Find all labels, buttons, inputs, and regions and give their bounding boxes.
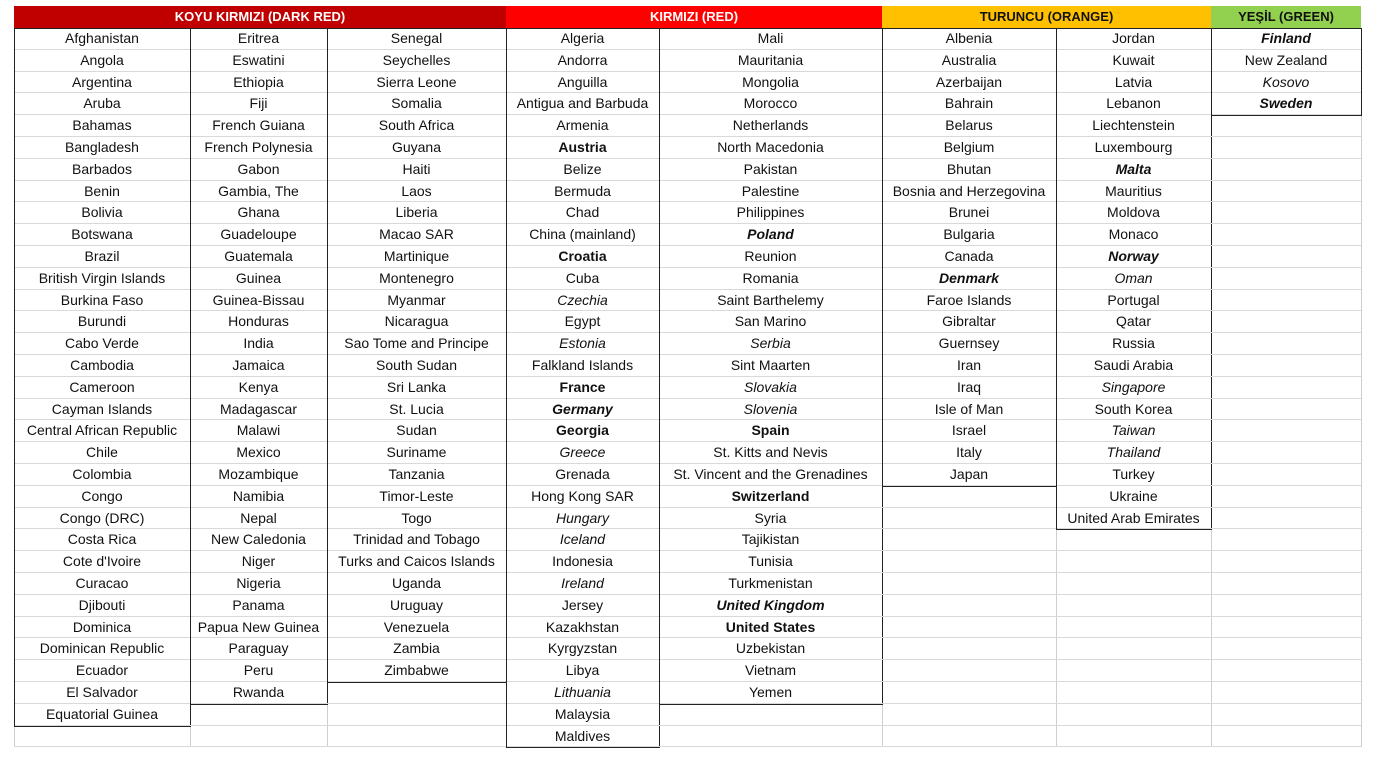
country-cell[interactable]: Afghanistan <box>14 28 190 50</box>
country-cell[interactable]: Namibia <box>190 486 327 508</box>
empty-cell[interactable] <box>1056 638 1211 660</box>
country-cell[interactable]: Russia <box>1056 333 1211 355</box>
country-cell[interactable]: Sint Maarten <box>659 355 882 377</box>
country-cell[interactable]: Brunei <box>882 202 1056 224</box>
empty-cell[interactable] <box>1211 551 1361 573</box>
country-cell[interactable]: Finland <box>1211 28 1361 50</box>
empty-cell[interactable] <box>1211 595 1361 617</box>
country-cell[interactable]: Azerbaijan <box>882 72 1056 94</box>
country-cell[interactable]: Angola <box>14 50 190 72</box>
country-cell[interactable]: Reunion <box>659 246 882 268</box>
empty-cell[interactable] <box>1211 224 1361 246</box>
country-cell[interactable]: Bosnia and Herzegovina <box>882 181 1056 203</box>
country-cell[interactable]: Hong Kong SAR <box>506 486 659 508</box>
empty-cell[interactable] <box>659 704 882 726</box>
country-cell[interactable]: San Marino <box>659 311 882 333</box>
country-cell[interactable]: Portugal <box>1056 290 1211 312</box>
country-cell[interactable]: Israel <box>882 420 1056 442</box>
empty-cell[interactable] <box>1056 726 1211 748</box>
country-cell[interactable]: Mali <box>659 28 882 50</box>
country-cell[interactable]: Slovakia <box>659 377 882 399</box>
col-dark-red-3 <box>327 28 506 747</box>
country-cell[interactable]: Somalia <box>327 93 506 115</box>
empty-cell[interactable] <box>1211 246 1361 268</box>
country-cell[interactable]: Ghana <box>190 202 327 224</box>
country-cell[interactable]: South Sudan <box>327 355 506 377</box>
country-cell[interactable]: Jamaica <box>190 355 327 377</box>
header-dark-red: KOYU KIRMIZI (DARK RED) <box>14 6 506 28</box>
country-cell[interactable]: South Korea <box>1056 399 1211 421</box>
country-cell[interactable]: Maldives <box>506 726 659 748</box>
country-cell[interactable]: Switzerland <box>659 486 882 508</box>
country-cell[interactable]: Eritrea <box>190 28 327 50</box>
country-cell[interactable]: Botswana <box>14 224 190 246</box>
empty-cell[interactable] <box>1211 617 1361 639</box>
country-cell[interactable]: Croatia <box>506 246 659 268</box>
country-cell[interactable]: Faroe Islands <box>882 290 1056 312</box>
country-cell[interactable]: Moldova <box>1056 202 1211 224</box>
country-cell[interactable]: Oman <box>1056 268 1211 290</box>
empty-cell[interactable] <box>190 726 327 748</box>
empty-cell[interactable] <box>882 638 1056 660</box>
empty-cell[interactable] <box>1211 682 1361 704</box>
country-cell[interactable]: Benin <box>14 181 190 203</box>
country-cell[interactable]: Qatar <box>1056 311 1211 333</box>
country-cell[interactable]: New Zealand <box>1211 50 1361 72</box>
col-orange-2 <box>1056 28 1211 747</box>
empty-cell[interactable] <box>882 726 1056 748</box>
empty-cell[interactable] <box>1211 573 1361 595</box>
country-cell[interactable]: Pakistan <box>659 159 882 181</box>
empty-cell[interactable] <box>882 617 1056 639</box>
grid-line <box>1361 28 1362 747</box>
country-cell[interactable]: Gibraltar <box>882 311 1056 333</box>
empty-cell[interactable] <box>1211 420 1361 442</box>
empty-cell[interactable] <box>1211 486 1361 508</box>
country-cell[interactable]: Albenia <box>882 28 1056 50</box>
country-cell[interactable]: New Caledonia <box>190 529 327 551</box>
country-cell[interactable]: Sweden <box>1211 93 1361 115</box>
country-cell[interactable]: Sudan <box>327 420 506 442</box>
country-cell[interactable]: Rwanda <box>190 682 327 704</box>
country-cell[interactable]: Liechtenstein <box>1056 115 1211 137</box>
country-cell[interactable]: Bahamas <box>14 115 190 137</box>
country-cell[interactable]: Falkland Islands <box>506 355 659 377</box>
country-cell[interactable]: Costa Rica <box>14 529 190 551</box>
country-cell[interactable]: Iraq <box>882 377 1056 399</box>
country-cell[interactable]: Malta <box>1056 159 1211 181</box>
country-cell[interactable]: Gabon <box>190 159 327 181</box>
country-cell[interactable]: Serbia <box>659 333 882 355</box>
country-cell[interactable]: Uganda <box>327 573 506 595</box>
country-cell[interactable]: Japan <box>882 464 1056 486</box>
country-cell[interactable]: Austria <box>506 137 659 159</box>
country-cell[interactable]: Kuwait <box>1056 50 1211 72</box>
empty-cell[interactable] <box>1211 355 1361 377</box>
header-orange: TURUNCU (ORANGE) <box>882 6 1211 28</box>
country-cell[interactable]: Egypt <box>506 311 659 333</box>
country-cell[interactable]: Palestine <box>659 181 882 203</box>
country-cell[interactable]: Ecuador <box>14 660 190 682</box>
empty-cell[interactable] <box>882 682 1056 704</box>
country-cell[interactable]: Cambodia <box>14 355 190 377</box>
country-cell[interactable]: Mauritania <box>659 50 882 72</box>
empty-cell[interactable] <box>1211 290 1361 312</box>
empty-cell[interactable] <box>1211 311 1361 333</box>
empty-cell[interactable] <box>882 704 1056 726</box>
country-cell[interactable]: Equatorial Guinea <box>14 704 190 726</box>
country-cell[interactable]: Burundi <box>14 311 190 333</box>
country-cell[interactable]: Argentina <box>14 72 190 94</box>
country-cell[interactable]: Tunisia <box>659 551 882 573</box>
country-cell[interactable]: Aruba <box>14 93 190 115</box>
header-green: YEŞİL (GREEN) <box>1211 6 1361 28</box>
country-cell[interactable]: Barbados <box>14 159 190 181</box>
country-cell[interactable]: North Macedonia <box>659 137 882 159</box>
empty-cell[interactable] <box>882 529 1056 551</box>
country-cell[interactable]: Kosovo <box>1211 72 1361 94</box>
country-cell[interactable]: Ukraine <box>1056 486 1211 508</box>
country-cell[interactable]: Bhutan <box>882 159 1056 181</box>
country-cell[interactable]: Vietnam <box>659 660 882 682</box>
empty-cell[interactable] <box>1211 660 1361 682</box>
country-cell[interactable]: Honduras <box>190 311 327 333</box>
country-cell[interactable]: Mozambique <box>190 464 327 486</box>
country-cell[interactable]: Peru <box>190 660 327 682</box>
country-cell[interactable]: Bangladesh <box>14 137 190 159</box>
empty-cell[interactable] <box>1056 529 1211 551</box>
empty-cell[interactable] <box>1211 115 1361 137</box>
country-cell[interactable]: Turkmenistan <box>659 573 882 595</box>
country-cell[interactable]: Mexico <box>190 442 327 464</box>
country-cell[interactable]: Luxembourg <box>1056 137 1211 159</box>
country-cell[interactable]: Latvia <box>1056 72 1211 94</box>
empty-cell[interactable] <box>1211 529 1361 551</box>
country-cell[interactable]: Guinea-Bissau <box>190 290 327 312</box>
country-cell[interactable]: Greece <box>506 442 659 464</box>
country-cell[interactable]: Guernsey <box>882 333 1056 355</box>
country-cell[interactable]: Nicaragua <box>327 311 506 333</box>
country-cell[interactable]: Colombia <box>14 464 190 486</box>
country-cell[interactable]: Belize <box>506 159 659 181</box>
country-cell[interactable]: Zambia <box>327 638 506 660</box>
empty-cell[interactable] <box>1211 333 1361 355</box>
empty-cell[interactable] <box>1211 704 1361 726</box>
country-cell[interactable]: Morocco <box>659 93 882 115</box>
country-cell[interactable]: Anguilla <box>506 72 659 94</box>
country-cell[interactable]: Cabo Verde <box>14 333 190 355</box>
country-cell[interactable]: France <box>506 377 659 399</box>
country-cell[interactable]: Denmark <box>882 268 1056 290</box>
country-cell[interactable]: Tajikistan <box>659 529 882 551</box>
country-cell[interactable]: Lithuania <box>506 682 659 704</box>
country-cell[interactable]: Sierra Leone <box>327 72 506 94</box>
country-cell[interactable]: China (mainland) <box>506 224 659 246</box>
empty-cell[interactable] <box>327 704 506 726</box>
country-cell[interactable]: Malaysia <box>506 704 659 726</box>
country-color-table <box>14 6 1361 747</box>
country-cell[interactable]: Australia <box>882 50 1056 72</box>
col-dark-red-1 <box>14 28 190 747</box>
country-cell[interactable]: Myanmar <box>327 290 506 312</box>
empty-cell[interactable] <box>1211 399 1361 421</box>
country-cell[interactable]: United Arab Emirates <box>1056 508 1211 530</box>
empty-cell[interactable] <box>1211 464 1361 486</box>
country-cell[interactable]: Nigeria <box>190 573 327 595</box>
country-cell[interactable]: Togo <box>327 508 506 530</box>
empty-cell[interactable] <box>882 595 1056 617</box>
country-cell[interactable]: Senegal <box>327 28 506 50</box>
empty-cell[interactable] <box>882 660 1056 682</box>
country-cell[interactable]: United Kingdom <box>659 595 882 617</box>
country-cell[interactable]: French Polynesia <box>190 137 327 159</box>
country-cell[interactable]: St. Lucia <box>327 399 506 421</box>
country-cell[interactable]: Liberia <box>327 202 506 224</box>
empty-cell[interactable] <box>1211 202 1361 224</box>
country-cell[interactable]: Seychelles <box>327 50 506 72</box>
col-orange-1 <box>882 28 1056 747</box>
country-cell[interactable]: Bolivia <box>14 202 190 224</box>
country-cell[interactable]: Uruguay <box>327 595 506 617</box>
country-cell[interactable]: Poland <box>659 224 882 246</box>
country-cell[interactable]: Italy <box>882 442 1056 464</box>
country-cell[interactable]: Hungary <box>506 508 659 530</box>
empty-cell[interactable] <box>14 726 190 748</box>
country-cell[interactable]: Mongolia <box>659 72 882 94</box>
country-cell[interactable]: Czechia <box>506 290 659 312</box>
empty-cell[interactable] <box>1056 595 1211 617</box>
country-cell[interactable]: Kenya <box>190 377 327 399</box>
country-cell[interactable]: Zimbabwe <box>327 660 506 682</box>
country-cell[interactable]: Indonesia <box>506 551 659 573</box>
country-cell[interactable]: Brazil <box>14 246 190 268</box>
country-cell[interactable]: Burkina Faso <box>14 290 190 312</box>
country-cell[interactable]: Thailand <box>1056 442 1211 464</box>
country-cell[interactable]: St. Kitts and Nevis <box>659 442 882 464</box>
col-green-1 <box>1211 28 1361 747</box>
country-cell[interactable]: Niger <box>190 551 327 573</box>
empty-cell[interactable] <box>882 486 1056 508</box>
country-cell[interactable]: Haiti <box>327 159 506 181</box>
country-cell[interactable]: Central African Republic <box>14 420 190 442</box>
country-cell[interactable]: Estonia <box>506 333 659 355</box>
country-cell[interactable]: Nepal <box>190 508 327 530</box>
country-cell[interactable]: Guatemala <box>190 246 327 268</box>
country-cell[interactable]: Norway <box>1056 246 1211 268</box>
country-cell[interactable]: Cuba <box>506 268 659 290</box>
country-cell[interactable]: Malawi <box>190 420 327 442</box>
country-cell[interactable]: French Guiana <box>190 115 327 137</box>
empty-cell[interactable] <box>1211 377 1361 399</box>
header-red: KIRMIZI (RED) <box>506 6 882 28</box>
country-cell[interactable]: Guadeloupe <box>190 224 327 246</box>
country-cell[interactable]: Montenegro <box>327 268 506 290</box>
country-cell[interactable]: Iceland <box>506 529 659 551</box>
country-cell[interactable]: Chile <box>14 442 190 464</box>
country-cell[interactable]: Gambia, The <box>190 181 327 203</box>
country-cell[interactable]: Iran <box>882 355 1056 377</box>
country-cell[interactable]: Timor-Leste <box>327 486 506 508</box>
empty-cell[interactable] <box>1056 704 1211 726</box>
country-cell[interactable]: Cameroon <box>14 377 190 399</box>
country-cell[interactable]: Andorra <box>506 50 659 72</box>
country-cell[interactable]: Armenia <box>506 115 659 137</box>
country-cell[interactable]: Panama <box>190 595 327 617</box>
country-cell[interactable]: Suriname <box>327 442 506 464</box>
country-cell[interactable]: Cayman Islands <box>14 399 190 421</box>
country-cell[interactable]: United States <box>659 617 882 639</box>
country-cell[interactable]: Monaco <box>1056 224 1211 246</box>
empty-cell[interactable] <box>1056 617 1211 639</box>
empty-cell[interactable] <box>1056 551 1211 573</box>
country-cell[interactable]: Eswatini <box>190 50 327 72</box>
country-cell[interactable]: Singapore <box>1056 377 1211 399</box>
country-cell[interactable]: Macao SAR <box>327 224 506 246</box>
country-cell[interactable]: Uzbekistan <box>659 638 882 660</box>
col-red-1 <box>506 28 659 747</box>
country-cell[interactable]: Bermuda <box>506 181 659 203</box>
country-cell[interactable]: Paraguay <box>190 638 327 660</box>
country-cell[interactable]: Jordan <box>1056 28 1211 50</box>
country-cell[interactable]: Bahrain <box>882 93 1056 115</box>
empty-cell[interactable] <box>1056 573 1211 595</box>
country-cell[interactable]: India <box>190 333 327 355</box>
country-cell[interactable]: Syria <box>659 508 882 530</box>
country-cell[interactable]: Belgium <box>882 137 1056 159</box>
empty-cell[interactable] <box>1211 181 1361 203</box>
country-cell[interactable]: Sri Lanka <box>327 377 506 399</box>
country-cell[interactable]: British Virgin Islands <box>14 268 190 290</box>
empty-cell[interactable] <box>1211 159 1361 181</box>
country-cell[interactable]: Slovenia <box>659 399 882 421</box>
empty-cell[interactable] <box>1056 660 1211 682</box>
empty-cell[interactable] <box>1211 137 1361 159</box>
country-cell[interactable]: Curacao <box>14 573 190 595</box>
country-cell[interactable]: Kyrgyzstan <box>506 638 659 660</box>
country-cell[interactable]: Kazakhstan <box>506 617 659 639</box>
empty-cell[interactable] <box>882 573 1056 595</box>
country-cell[interactable]: Djibouti <box>14 595 190 617</box>
country-cell[interactable]: Canada <box>882 246 1056 268</box>
empty-cell[interactable] <box>882 508 1056 530</box>
country-cell[interactable]: Belarus <box>882 115 1056 137</box>
country-cell[interactable]: Ireland <box>506 573 659 595</box>
empty-cell[interactable] <box>1211 268 1361 290</box>
empty-cell[interactable] <box>190 704 327 726</box>
country-cell[interactable]: Georgia <box>506 420 659 442</box>
country-cell[interactable]: Laos <box>327 181 506 203</box>
country-cell[interactable]: Trinidad and Tobago <box>327 529 506 551</box>
country-cell[interactable]: Grenada <box>506 464 659 486</box>
country-cell[interactable]: Saudi Arabia <box>1056 355 1211 377</box>
country-cell[interactable]: St. Vincent and the Grenadines <box>659 464 882 486</box>
country-cell[interactable]: Dominica <box>14 617 190 639</box>
country-cell[interactable]: Guinea <box>190 268 327 290</box>
empty-cell[interactable] <box>327 682 506 704</box>
country-cell[interactable]: Romania <box>659 268 882 290</box>
country-cell[interactable]: Martinique <box>327 246 506 268</box>
country-cell[interactable]: Venezuela <box>327 617 506 639</box>
col-dark-red-2 <box>190 28 327 747</box>
country-cell[interactable]: Bulgaria <box>882 224 1056 246</box>
country-cell[interactable]: Guyana <box>327 137 506 159</box>
country-cell[interactable]: Spain <box>659 420 882 442</box>
empty-cell[interactable] <box>659 726 882 748</box>
country-cell[interactable]: Cote d'Ivoire <box>14 551 190 573</box>
country-cell[interactable]: Germany <box>506 399 659 421</box>
empty-cell[interactable] <box>882 551 1056 573</box>
country-cell[interactable]: Netherlands <box>659 115 882 137</box>
country-cell[interactable]: Yemen <box>659 682 882 704</box>
col-red-2 <box>659 28 882 747</box>
country-cell[interactable]: Mauritius <box>1056 181 1211 203</box>
country-cell[interactable]: Congo <box>14 486 190 508</box>
country-cell[interactable]: Isle of Man <box>882 399 1056 421</box>
country-cell[interactable]: Saint Barthelemy <box>659 290 882 312</box>
country-cell[interactable]: Tanzania <box>327 464 506 486</box>
country-cell[interactable]: Jersey <box>506 595 659 617</box>
country-cell[interactable]: Dominican Republic <box>14 638 190 660</box>
country-cell[interactable]: Libya <box>506 660 659 682</box>
country-cell[interactable]: South Africa <box>327 115 506 137</box>
country-cell[interactable]: Chad <box>506 202 659 224</box>
country-cell[interactable]: Turkey <box>1056 464 1211 486</box>
country-cell[interactable]: Taiwan <box>1056 420 1211 442</box>
country-cell[interactable]: Papua New Guinea <box>190 617 327 639</box>
empty-cell[interactable] <box>1211 442 1361 464</box>
country-cell[interactable]: El Salvador <box>14 682 190 704</box>
empty-cell[interactable] <box>327 726 506 748</box>
country-cell[interactable]: Ethiopia <box>190 72 327 94</box>
empty-cell[interactable] <box>1211 638 1361 660</box>
empty-cell[interactable] <box>1211 508 1361 530</box>
country-cell[interactable]: Algeria <box>506 28 659 50</box>
empty-cell[interactable] <box>1056 682 1211 704</box>
country-cell[interactable]: Congo (DRC) <box>14 508 190 530</box>
country-cell[interactable]: Antigua and Barbuda <box>506 93 659 115</box>
country-cell[interactable]: Sao Tome and Principe <box>327 333 506 355</box>
country-cell[interactable]: Lebanon <box>1056 93 1211 115</box>
country-cell[interactable]: Philippines <box>659 202 882 224</box>
country-cell[interactable]: Turks and Caicos Islands <box>327 551 506 573</box>
empty-cell[interactable] <box>1211 726 1361 748</box>
country-cell[interactable]: Fiji <box>190 93 327 115</box>
country-cell[interactable]: Madagascar <box>190 399 327 421</box>
